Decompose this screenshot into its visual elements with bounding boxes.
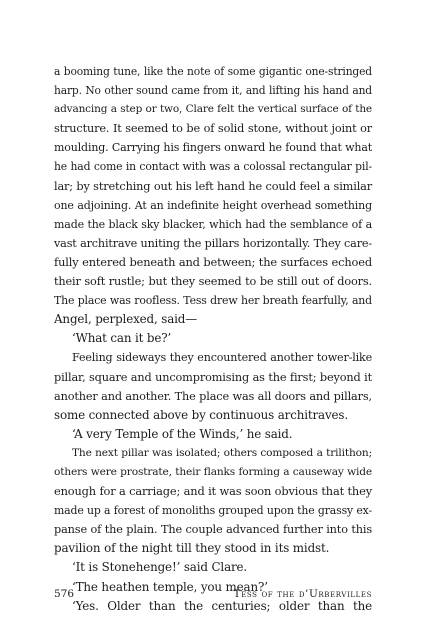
text-line: lar; by stretching out his left hand he could feel a similar — [54, 179, 372, 193]
text-line: harp. No other sound came from it, and lifting his hand and — [54, 84, 372, 98]
text-line: ‘Yes. Older than the centuries; older than the — [72, 598, 372, 613]
text-line: ‘A very Temple of the Winds,’ he said. — [72, 426, 293, 441]
text-line: others were prostrate, their flanks forming a causeway wide — [54, 465, 372, 478]
text-line: Angel, perplexed, said— — [54, 312, 198, 327]
text-line: their soft rustle; but they seemed to be still out of doors. — [54, 275, 372, 289]
text-line: another and another. The place was all doors and pillars, — [54, 389, 372, 403]
text-line: vast architrave uniting the pillars horizontally. They care- — [54, 236, 372, 250]
text-line: made the black sky blacker, which had the semblance of a — [54, 217, 372, 231]
text-line: ‘It is Stonehenge!’ said Clare. — [72, 560, 248, 575]
text-line: structure. It seemed to be of solid stone, without joint or — [54, 122, 372, 136]
text-line: made up a forest of monoliths grouped upon the grassy ex- — [54, 504, 372, 518]
text-line: a booming tune, like the note of some gigantic one-stringed — [54, 65, 372, 78]
running-title: Tess of the d’Urbervilles — [233, 588, 372, 600]
text-line: pillar, square and uncompromising as the first; beyond it — [54, 370, 372, 384]
text-line: moulding. Carrying his fingers onward he found that what — [54, 141, 372, 155]
text-line: The next pillar was isolated; others composed a trilithon; — [72, 446, 372, 459]
text-line: ‘What can it be?’ — [72, 331, 172, 346]
text-line: The place was roofless. Tess drew her breath fearfully, and — [54, 294, 372, 308]
text-line: advancing a step or two, Clare felt the vertical surface of the — [54, 103, 372, 116]
page-footer — [54, 588, 372, 604]
text-line: ‘The heathen temple, you mean?’ — [72, 579, 268, 594]
text-line: Feeling sideways they encountered another tower-like — [72, 351, 372, 365]
text-line: he had come in contact with was a colossal rectangular pil- — [54, 160, 372, 174]
text-line: panse of the plain. The couple advanced further into this — [54, 523, 372, 537]
text-line: pavilion of the night till they stood in its midst. — [54, 541, 330, 556]
text-line: enough for a carriage; and it was soon obvious that they — [54, 484, 372, 499]
body-text — [54, 62, 372, 616]
text-line: fully entered beneath and between; the surfaces echoed — [54, 254, 372, 269]
text-line: some connected above by continuous architraves. — [54, 407, 348, 422]
text-line: one adjoining. At an indefinite height overhead something — [54, 198, 372, 212]
page-number: 576 — [54, 588, 75, 600]
